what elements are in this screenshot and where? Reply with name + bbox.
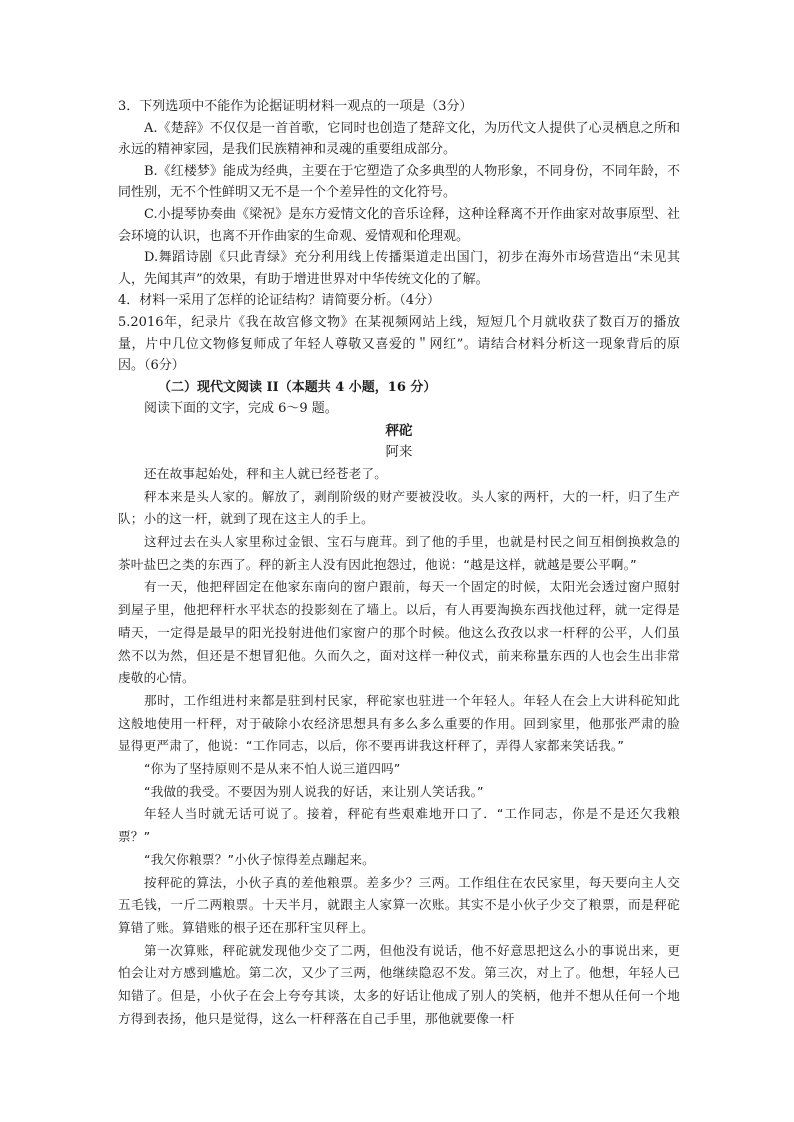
story-paragraph: “我做的我受。不要因为别人说我的好话，来让别人笑话我。” — [144, 783, 484, 799]
story-paragraph: 年轻人当时就无话可说了。接着，秤砣有些艰难地开口了．“工作同志，你是不是还欠我粮票？” — [118, 806, 680, 845]
question-5: 5.2016年，纪录片《我在故宫修文物》在某视频网站上线，短短几个月就收获了数百万的播放量，片中几位文物修复师成了年轻人尊敬又喜爱的＂网红”。请结合材料分析这一现象背后的原因。（6分） — [118, 314, 680, 374]
story-paragraph: “我欠你粮票？”小伙子惊得差点蹦起来。 — [144, 851, 375, 867]
story-paragraph: 第一次算账，秤砣就发现他少交了二两，但他没有说话，他不好意思把这么小的事说出来，更怕会让对方感到尴尬。第二次，又少了三两，他继续隐忍不发。第三次，对上了。他想，年轻人已知错了。但是，小伙子在会上夸夸其谈，太多的好话让他成了别人的笑柄，他并不想从任何一个地方得到表扬，他只是觉得，这么一杆秤落在自己手里，那他就要像一杆 — [118, 942, 680, 1026]
story-paragraph: 这秤过去在头人家里称过金银、宝石与鹿茸。到了他的手里，也就是村民之间互相倒换救急的茶叶盐巴之类的东西了。秤的新主人没有因此抱怨过，他说：“越是这样，就越是要公平啊。” — [118, 534, 680, 572]
section-instruction: 阅读下面的文字，完成 6～9 题。 — [144, 401, 338, 417]
question-3-option-a: A.《楚辞》不仅仅是一首首歌，它同时也创造了楚辞文化，为历代文人提供了心灵栖息之所和永远的精神家园，是我们民族精神和灵魂的重要组成部分。 — [118, 120, 680, 158]
story-author: 阿来 — [385, 443, 413, 460]
question-3-option-b: B.《红楼梦》能成为经典，主要在于它塑造了众多典型的人物形象，不同身份，不同年龄，不同性别，无不个性鲜明又无不是一个个差异性的文化符号。 — [118, 163, 680, 201]
exam-page — [118, 96, 680, 1030]
section-heading: （二）现代文阅读 II（本题共 4 小题，16 分） — [158, 379, 437, 395]
question-3-stem: 3．下列选项中不能作为论据证明材料一观点的一项是（3分） — [118, 99, 473, 114]
story-paragraph: 还在故事起始处，秤和主人就已经苍老了。 — [144, 465, 388, 481]
question-4: 4．材料一采用了怎样的论证结构？请简要分析。（4分） — [118, 293, 441, 309]
story-paragraph: “你为了坚持原则不是从来不怕人说三道四吗” — [144, 761, 401, 777]
story-paragraph: 那时，工作组进村来都是驻到村民家，秤砣家也驻进一个年轻人。年轻人在会上大讲科砣知此这般地使用一杆秤，对于破除小农经济思想具有多么多么重要的作用。回到家里，他那张严肃的脸显得更严肃了，他说：“工作同志，以后，你不要再讲我这杆秤了，弄得人家都来笑话我。” — [118, 692, 680, 754]
question-3-option-c: C.小提琴协奏曲《梁祝》是东方爱情文化的音乐诠释，这种诠释离不开作曲家对故事原型、社会环境的认识，也离不开作曲家的生命观、爱情观和伦理观。 — [118, 206, 680, 244]
question-3-option-d: D.舞蹈诗剧《只此青绿》充分利用线上传播渠道走出国门，初步在海外市场营造出“未见其人，先闻其声”的效果，有助于增进世界对中华传统文化的了解。 — [118, 250, 680, 287]
story-paragraph: 按秤砣的算法，小伙子真的差他粮票。差多少？三两。工作组住在农民家里，每天要向主人交五毛钱，一斤二两粮票。十天半月，就跟主人家算一次账。其实不是小伙子少交了粮票，而是秤砣算错了账。算错账的根子还在那秆宝贝秤上。 — [118, 874, 680, 935]
story-title: 秤砣 — [385, 422, 413, 439]
story-paragraph: 有一天，他把秤固定在他家东南向的窗户跟前，每天一个固定的时候，太阳光会透过窗户照射到屋子里，他把秤杆水平状态的投影刻在了墙上。以后，有人再要淘换东西找他过秤，就一定得是晴天，一定得是最早的阳光投射进他们家窗户的那个时候。他这么孜孜以求一杆秤的公平，人们虽然不以为然，但还是不想冒犯他。久而久之，面对这样一种仪式，前来称量东西的人也会生出非常虔敬的心情。 — [118, 579, 680, 686]
story-paragraph: 秤本来是头人家的。解放了，剥削阶级的财产要被没收。头人家的两杆，大的一杆，归了生产队；小的这一杆，就到了现在这主人的手上。 — [118, 488, 680, 527]
